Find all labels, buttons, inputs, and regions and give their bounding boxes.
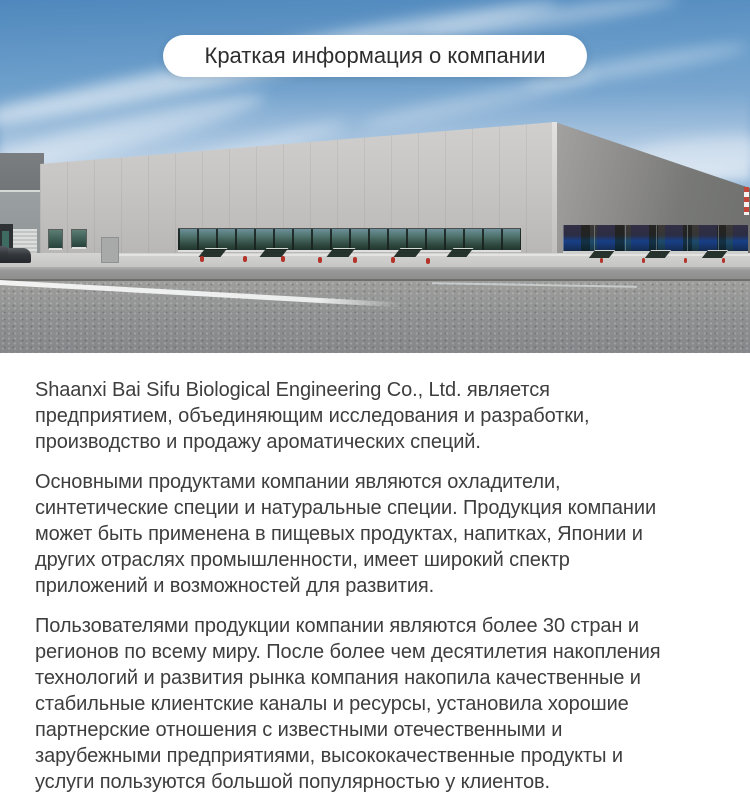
red-bollard (600, 258, 603, 263)
company-hero-photo (0, 0, 750, 353)
text-line: регионов по всему миру. После более чем десятилетия накопления (35, 641, 661, 663)
text-line: предприятием, объединяющим исследования и разработки, (35, 405, 590, 427)
text-line: партнерские отношения с известными отечественными и (35, 719, 563, 741)
text-line: Shaanxi Bai Sifu Biological Engineering Co., Ltd. является (35, 379, 550, 401)
red-bollard (318, 257, 322, 263)
red-bollard (426, 258, 430, 264)
red-bollard (200, 256, 204, 262)
paragraph-intro (35, 377, 722, 455)
text-line: других отраслях промышленности, имеет широкий спектр (35, 549, 570, 571)
paragraph-customers (35, 613, 722, 795)
red-bollard (353, 257, 357, 263)
text-line: Основными продуктами компании являются охладители, (35, 471, 561, 493)
text-line: может быть применена в пищевых продуктах, напитках, Японии и (35, 523, 643, 545)
asphalt-road (0, 281, 750, 353)
text-line: стабильные клиентские каналы и ресурсы, установила хорошие (35, 693, 629, 715)
red-bollard (642, 258, 645, 263)
red-bollard (722, 258, 725, 263)
text-line: зарубежными предприятиями, высококачественные продукты и (35, 745, 623, 767)
company-description (0, 353, 750, 795)
section-title-badge: Краткая информация о компании (163, 35, 587, 77)
red-bollard (391, 257, 395, 263)
red-bollard (281, 256, 285, 262)
text-line: технологий и развития рынка компания накопила качественные и (35, 667, 641, 689)
red-bollard (243, 256, 247, 262)
text-line: услуги пользуются большой популярностью у клиентов. (35, 771, 550, 793)
small-window (71, 229, 87, 249)
facade-corner-edge (552, 122, 557, 266)
text-line: Пользователями продукции компании являются более 30 стран и (35, 615, 639, 637)
utility-cabinet (101, 237, 119, 263)
striped-pole (744, 187, 749, 215)
paragraph-products (35, 469, 722, 599)
small-window (48, 229, 63, 250)
text-line: производство и продажу ароматических специй. (35, 431, 481, 453)
text-line: приложений и возможностей для развития. (35, 575, 435, 597)
barrier-wall (0, 267, 750, 281)
red-bollard (684, 258, 687, 263)
parked-car (0, 246, 8, 263)
text-line: синтетические специи и натуральные специи. Продукция компании (35, 497, 657, 519)
